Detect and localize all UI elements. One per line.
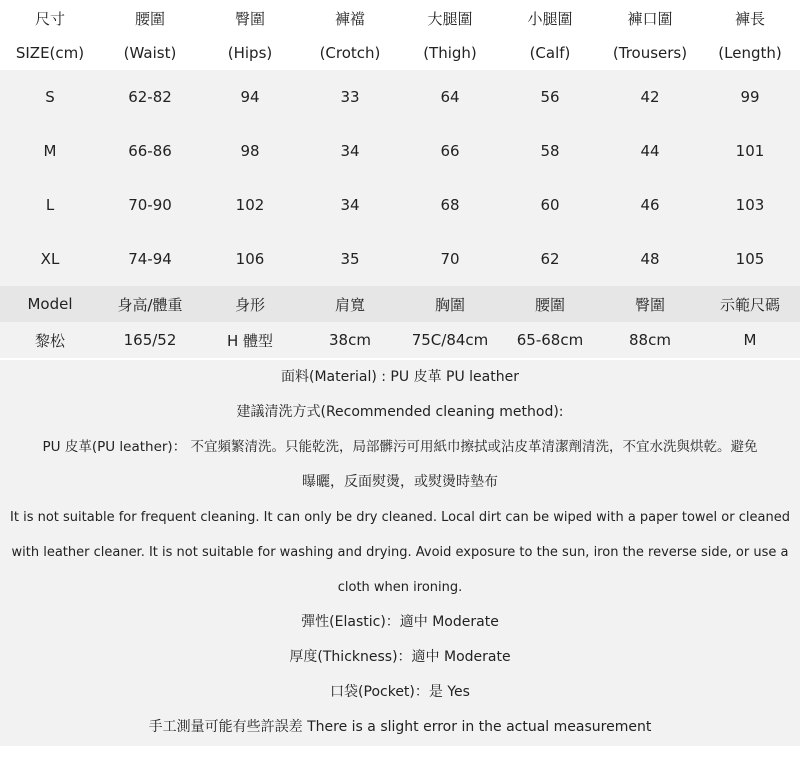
- header-cell: 身形: [234, 295, 265, 314]
- size-cell: 68: [440, 196, 460, 214]
- size-cell: 106: [235, 250, 265, 268]
- header-cell: 腰圍: [134, 10, 165, 28]
- size-cell: 98: [240, 142, 260, 160]
- header-cell: (Crotch): [319, 43, 381, 62]
- header-cell: (Calf): [529, 43, 571, 62]
- size-cell: 99: [740, 88, 760, 106]
- size-cell: 56: [540, 88, 560, 106]
- cleaning-en-line: cloth when ironing.: [337, 580, 463, 595]
- measurement-note: 手工測量可能有些許誤差 There is a slight error in the actual measurement: [148, 719, 652, 735]
- size-cell: 102: [235, 196, 265, 214]
- elastic-line: 彈性(Elastic)：適中 Moderate: [301, 614, 499, 630]
- size-cell: 34: [340, 142, 360, 160]
- material-line: 面料(Material) : PU 皮革 PU leather: [281, 369, 519, 385]
- header-cell: 褲長: [734, 10, 765, 28]
- size-cell: 70-90: [128, 196, 172, 214]
- size-cell: M: [43, 142, 57, 160]
- size-cell: 74-94: [128, 250, 172, 268]
- cleaning-en-line: It is not suitable for frequent cleaning. It can only be dry cleaned. Local dirt can be wiped with a paper towel or cleaned: [10, 510, 790, 525]
- size-header-zh-row: [0, 0, 800, 35]
- model-cell: 75C/84cm: [411, 331, 489, 349]
- header-cell: 褲襠: [334, 10, 365, 28]
- table-row: [0, 124, 800, 178]
- model-cell: 黎松: [34, 331, 65, 350]
- header-cell: (Length): [718, 43, 782, 62]
- thickness-line: 厚度(Thickness)：適中 Moderate: [289, 649, 511, 665]
- size-cell: 64: [440, 88, 460, 106]
- size-cell: 62: [540, 250, 560, 268]
- size-cell: 33: [340, 88, 360, 106]
- header-cell: (Waist): [123, 43, 177, 62]
- size-table-body: [0, 70, 800, 286]
- table-row: [0, 178, 800, 232]
- size-cell: 34: [340, 196, 360, 214]
- size-cell: 66-86: [128, 142, 172, 160]
- size-cell: S: [45, 88, 55, 106]
- size-cell: L: [45, 196, 55, 214]
- size-cell: 48: [640, 250, 660, 268]
- model-header-row: [0, 286, 800, 322]
- header-cell: 臀圍: [634, 295, 665, 314]
- size-cell: 46: [640, 196, 660, 214]
- header-cell: 小腿圍: [527, 10, 573, 28]
- header-cell: SIZE(cm): [15, 43, 85, 62]
- pocket-line: 口袋(Pocket)：是 Yes: [330, 684, 470, 700]
- size-cell: 70: [440, 250, 460, 268]
- size-cell: 62-82: [128, 88, 172, 106]
- size-header-en-row: [0, 35, 800, 70]
- header-cell: (Trousers): [612, 43, 688, 62]
- size-cell: 44: [640, 142, 660, 160]
- header-cell: 肩寬: [334, 295, 365, 314]
- size-cell: 60: [540, 196, 560, 214]
- header-cell: 尺寸: [34, 10, 65, 28]
- size-cell: 103: [735, 196, 765, 214]
- model-cell: 38cm: [329, 331, 371, 349]
- header-cell: (Hips): [227, 43, 273, 62]
- cleaning-zh-line: PU 皮革(PU leather)： 不宜頻繁清洗。只能乾洗，局部髒污可用紙巾擦拭或沾皮革清潔劑清洗，不宜水洗與烘乾。避免: [42, 439, 758, 455]
- size-cell: 66: [440, 142, 460, 160]
- model-cell: 165/52: [123, 331, 177, 349]
- header-cell: Model: [27, 295, 73, 313]
- model-cell: M: [743, 331, 757, 349]
- header-cell: 胸圍: [434, 295, 465, 314]
- model-cell: 65-68cm: [516, 331, 584, 349]
- header-cell: 示範尺碼: [719, 295, 780, 314]
- model-cell: 88cm: [629, 331, 671, 349]
- size-cell: 58: [540, 142, 560, 160]
- table-row: [0, 70, 800, 124]
- cleaning-title: 建議清洗方式(Recommended cleaning method):: [236, 404, 564, 420]
- header-cell: 褲口圍: [627, 10, 673, 28]
- header-cell: 臀圍: [234, 10, 265, 28]
- size-cell: 94: [240, 88, 260, 106]
- header-cell: (Thigh): [423, 43, 477, 62]
- table-row: [0, 232, 800, 286]
- size-cell: 35: [340, 250, 360, 268]
- size-cell: XL: [40, 250, 60, 268]
- header-cell: 大腿圍: [427, 10, 473, 28]
- model-cell: H 體型: [226, 331, 274, 350]
- product-info-block: [0, 360, 800, 746]
- header-cell: 身高/體重: [117, 295, 183, 314]
- model-row: [0, 322, 800, 358]
- cleaning-en-line: with leather cleaner. It is not suitable for washing and drying. Avoid exposure to the sun, iron the reverse side, or use a: [11, 545, 789, 560]
- header-cell: 腰圍: [534, 295, 565, 314]
- size-cell: 101: [735, 142, 765, 160]
- size-cell: 105: [735, 250, 765, 268]
- cleaning-zh-line: 曝曬，反面熨燙，或熨燙時墊布: [302, 474, 498, 490]
- size-cell: 42: [640, 88, 660, 106]
